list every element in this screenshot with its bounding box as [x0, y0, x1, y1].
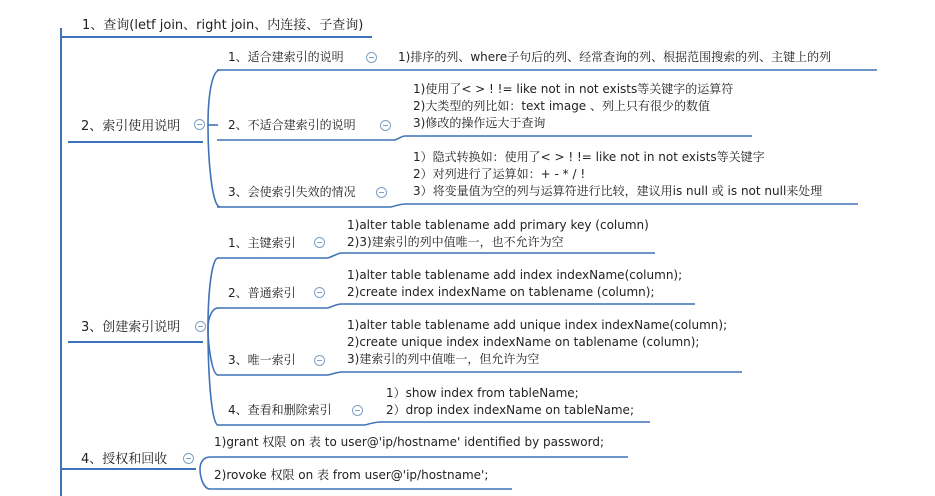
collapse-icon[interactable]: [376, 187, 387, 198]
detail-curve-b2-2: [395, 136, 405, 140]
node-b3-3[interactable]: 3、唯一索引: [228, 353, 296, 367]
detail-curve-b3-4: [365, 422, 380, 425]
node-b4-1[interactable]: 1)grant 权限 on 表 to user@'ip/hostname' identified by password;: [214, 435, 605, 449]
collapse-icon[interactable]: [314, 237, 325, 248]
collapse-icon[interactable]: [314, 355, 325, 366]
curve-b2-1: [208, 70, 220, 125]
curve-b4-2: [200, 469, 210, 489]
detail-line: 1)使用了< > ! != like not in not exists等关键字的运算符: [413, 82, 734, 96]
node-b2-1[interactable]: 1、适合建索引的说明: [228, 50, 344, 64]
detail-line: 2)create unique index indexName on tablename (column);: [347, 335, 700, 349]
detail-b3-4: [386, 385, 634, 419]
collapse-icon[interactable]: [380, 120, 391, 131]
detail-b2-1-line-1: 1)排序的列、where子句后的列、经常查询的列、根据范围搜索的列、主键上的列: [398, 50, 832, 64]
detail-line: 3）将变量值为空的列与运算符进行比较，建议用is null 或 is not null来处理: [413, 184, 823, 198]
detail-curve-b3-2: [328, 304, 342, 308]
detail-b3-3: [347, 317, 727, 368]
curve-b3-4: [208, 328, 218, 425]
detail-b3-2: [347, 267, 682, 301]
detail-line: 1)alter table tablename add primary key (column): [347, 218, 649, 232]
detail-line: 2)create index indexName on tablename (column);: [347, 285, 655, 299]
detail-line: 1）show index from tableName;: [386, 386, 579, 400]
node-b3-2[interactable]: 2、普通索引: [228, 286, 296, 300]
branch-4-label[interactable]: 4、授权和回收: [81, 452, 168, 467]
detail-curve-b3-3: [328, 372, 342, 375]
branch-1-label[interactable]: 1、查询(letf join、right join、内连接、子查询): [82, 18, 364, 33]
detail-line: 1）隐式转换如：使用了< > ! != like not in not exists等关键字: [413, 150, 765, 164]
detail-line: 2)大类型的列比如：text image 、列上只有很少的数值: [413, 99, 711, 113]
node-b4-2[interactable]: 2)rovoke 权限 on 表 from user@'ip/hostname';: [214, 468, 489, 482]
detail-b2-3: [413, 149, 822, 200]
collapse-icon[interactable]: [352, 405, 363, 416]
curve-b4-1: [200, 457, 210, 469]
collapse-icon[interactable]: [194, 119, 205, 130]
node-b2-3[interactable]: 3、会使索引失效的情况: [228, 185, 356, 199]
detail-curve-b3-1: [328, 253, 342, 258]
detail-line: 1)alter table tablename add unique index indexName(column);: [347, 318, 728, 332]
detail-line: 2)3)建索引的列中值唯一，也不允许为空: [347, 235, 564, 249]
detail-line: 2）drop index indexName on tableName;: [386, 403, 634, 417]
detail-line: 2）对列进行了运算如：+ - * / !: [413, 167, 586, 181]
detail-line: 3)修改的操作远大于查询: [413, 116, 546, 130]
node-b3-1[interactable]: 1、主键索引: [228, 236, 296, 250]
detail-line: 3)建索引的列中值唯一，但允许为空: [347, 352, 540, 366]
node-b3-4[interactable]: 4、查看和删除索引: [228, 403, 332, 417]
collapse-icon[interactable]: [314, 287, 325, 298]
node-b2-2[interactable]: 2、不适合建索引的说明: [228, 118, 356, 132]
curve-b3-2: [208, 308, 218, 328]
detail-curve-b2-3: [391, 204, 405, 207]
branch-3-label[interactable]: 3、创建索引说明: [81, 320, 181, 335]
detail-b3-1: [347, 217, 649, 251]
collapse-icon[interactable]: [366, 52, 377, 63]
curve-b2-3: [208, 125, 220, 207]
collapse-icon[interactable]: [183, 453, 194, 464]
detail-line: 1)alter table tablename add index indexName(column);: [347, 268, 683, 282]
branch-2-label[interactable]: 2、索引使用说明: [81, 119, 181, 134]
collapse-icon[interactable]: [195, 321, 206, 332]
detail-b2-2: [413, 81, 733, 132]
